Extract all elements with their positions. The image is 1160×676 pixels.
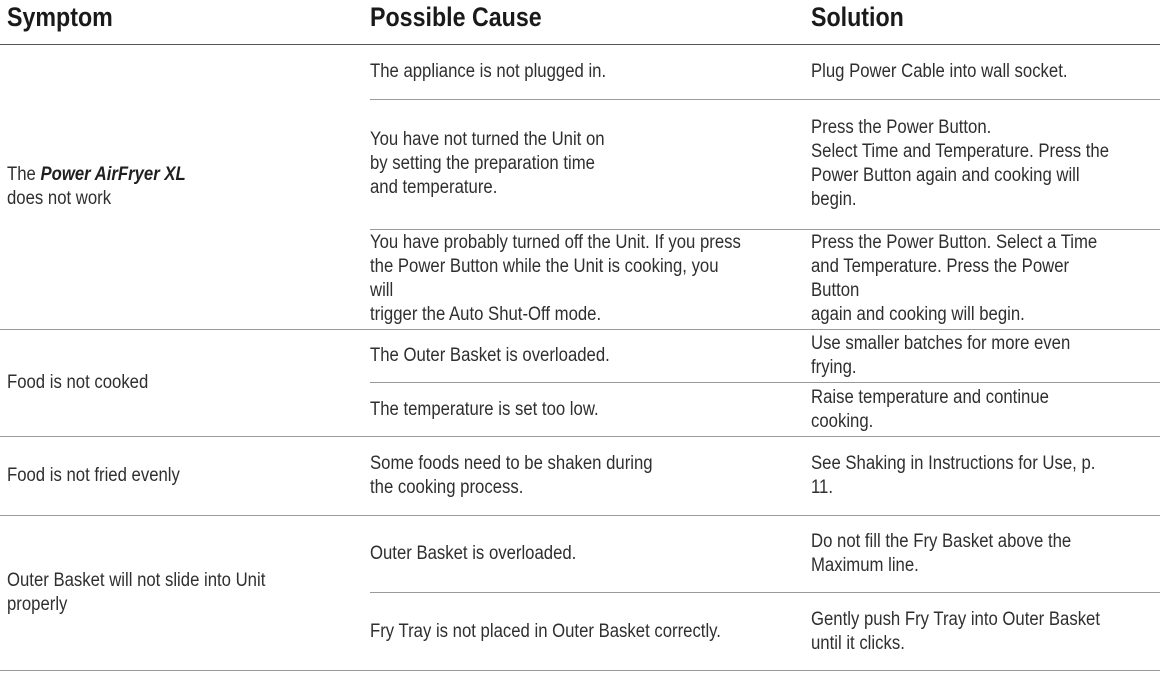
cause-cell: The temperature is set too low. (370, 398, 599, 420)
solution-cell: Gently push Fry Tray into Outer Basket until it clicks. (811, 608, 1101, 654)
symptom-cell: Food is not cooked (7, 372, 149, 393)
solution-cell: Raise temperature and continue cooking. (811, 386, 1049, 432)
solution-cell: Do not fill the Fry Basket above the Maximum line. (811, 531, 1072, 576)
product-name: Power AirFryer XL (40, 163, 186, 185)
solution-cell: See Shaking in Instructions for Use, p. 11. (811, 453, 1096, 498)
cause-cell: Outer Basket is overloaded. (370, 543, 577, 564)
cause-cell: You have probably turned off the Unit. If you press the Power Button while the Unit is cooking, you will trigger the Auto Shut-Off mode. (370, 232, 741, 325)
cause-cell: The Outer Basket is overloaded. (370, 345, 610, 366)
cause-cell: Some foods need to be shaken during the cooking process. (370, 453, 653, 498)
symptom-cell: Food is not fried evenly (7, 465, 180, 486)
solution-cell: Use smaller batches for more even frying. (811, 333, 1071, 378)
cause-cell: You have not turned the Unit on by setting the preparation time and temperature. (370, 129, 605, 198)
header-symptom: Symptom (7, 2, 113, 32)
symptom-cell: Outer Basket will not slide into Unit properly (7, 570, 266, 615)
solution-cell: Plug Power Cable into wall socket. (811, 61, 1068, 82)
cause-cell: Fry Tray is not placed in Outer Basket correctly. (370, 620, 721, 642)
table-bottom-rule (0, 670, 1160, 671)
solution-cell: Press the Power Button. Select a Time and Temperature. Press the Power Button again and cooking will begin. (811, 232, 1098, 325)
symptom-cell (7, 45, 357, 328)
cause-cell: The appliance is not plugged in. (370, 61, 607, 82)
symptom-text: The Power AirFryer XL does not work (7, 163, 186, 209)
solution-cell: Press the Power Button. Select Time and Temperature. Press the Power Button again and cooking will begin. (811, 117, 1110, 210)
header-solution: Solution (811, 2, 904, 32)
header-possible-cause: Possible Cause (370, 2, 542, 32)
